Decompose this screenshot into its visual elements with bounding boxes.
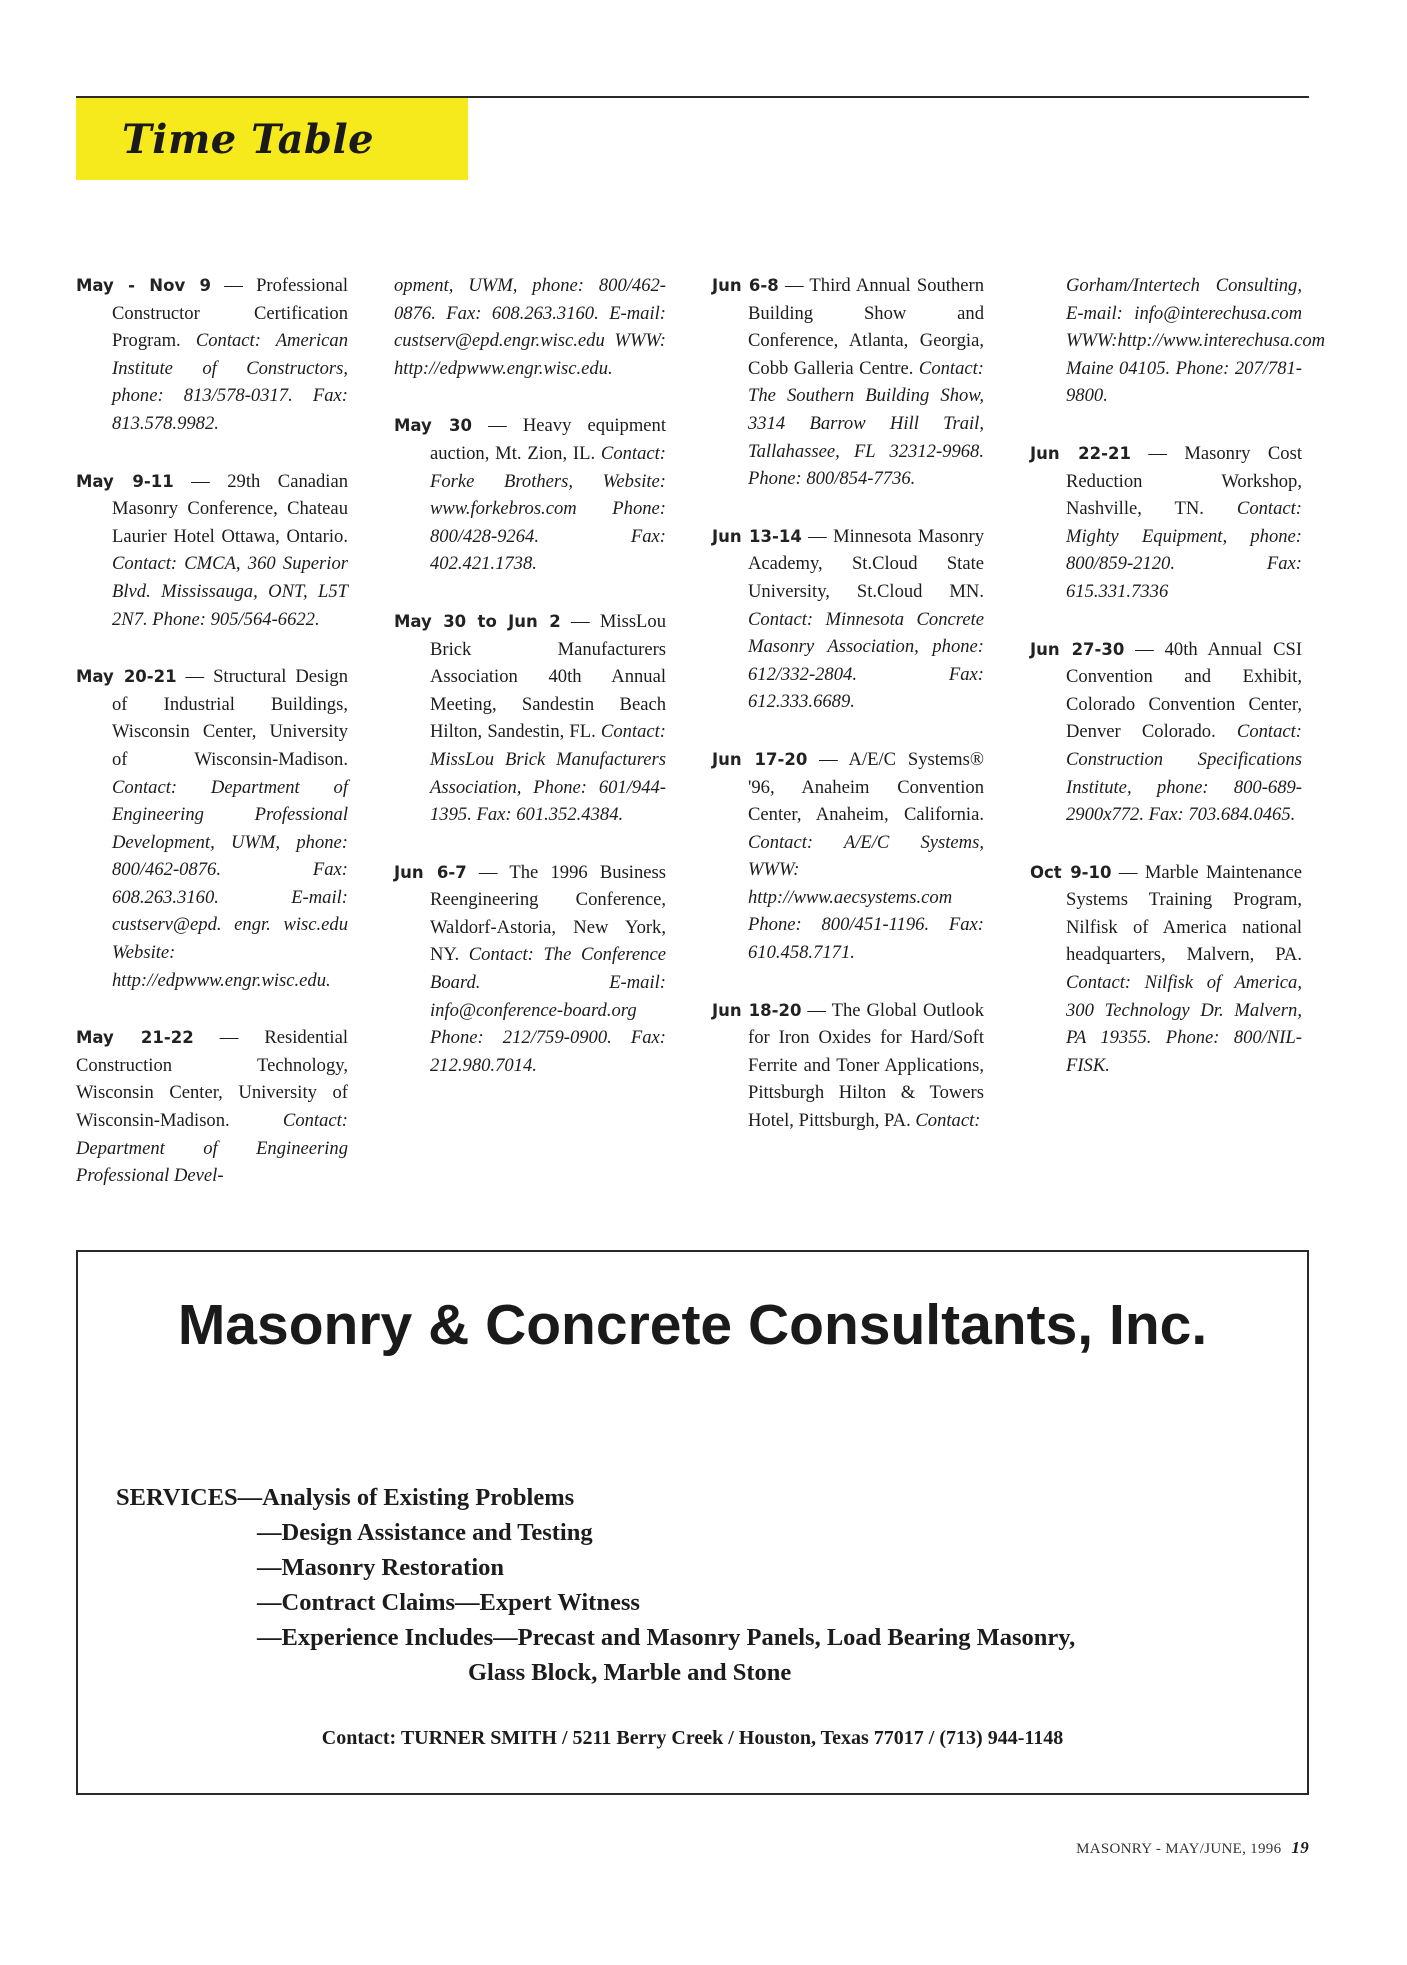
event-description: Masonry Cost Reduction Workshop, Nashville, TN. <box>1066 442 1302 520</box>
service-item-continued: Glass Block, Marble and Stone <box>468 1659 792 1686</box>
service-item: —Experience Includes—Precast and Masonry Panels, Load Bearing Masonry, <box>257 1624 1076 1651</box>
event-date: May 30 to Jun 2 <box>394 611 561 631</box>
event-date: Jun 18-20 <box>712 1000 802 1020</box>
event-description: Heavy equipment auction, Mt. Zion, IL. <box>430 415 667 464</box>
listing-column-4 <box>1030 272 1326 1109</box>
event-contact: Contact: Forke Brothers, Website: www.forkebros.com Phone: 800/428-9264. Fax: 402.421.1738. <box>430 442 666 575</box>
event-date: May - Nov 9 <box>76 276 212 295</box>
event-description: The Global Outlook for Iron Oxides for Hard/Soft Ferrite and Toner Applications, Pittsburgh Hilton & Towers Hotel, Pittsburgh, PA. <box>748 999 984 1132</box>
event-date: Jun 22-21 <box>1030 443 1131 463</box>
event-contact: Contact: Construction Specifications Institute, phone: 800-689-2900x772. Fax: 703.684.0465. <box>1066 721 1302 826</box>
event-date: May 30 <box>394 416 472 436</box>
page-number: 19 <box>1291 1838 1309 1857</box>
event-date: May 21-22 <box>76 1028 194 1048</box>
advertisement-box <box>76 1250 1309 1795</box>
services-heading: SERVICES—Analysis of Existing Problems <box>116 1484 575 1511</box>
advertiser-name: Masonry & Concrete Consultants, Inc. <box>177 1293 1208 1357</box>
event-contact: Contact: CMCA, 360 Superior Blvd. Mississauga, ONT, L5T 2N7. Phone: 905/564-6622. <box>112 553 348 630</box>
section-title: Time Table <box>122 115 375 163</box>
event-contact-continued: Gorham/Intertech Consulting, E-mail: info@interechusa.com WWW:http://www.interechusa.com Maine 04105. Phone: 207/781-9800. <box>1066 275 1326 407</box>
event-contact: Contact: Mighty Equipment, phone: 800/859-2120. Fax: 615.331.7336 <box>1066 498 1302 602</box>
event-description: Marble Maintenance Systems Training Program, Nilfisk of America national headquarters, Malvern, PA. <box>1066 861 1302 966</box>
event-contact: Contact: The Southern Building Show, 3314 Barrow Hill Trail, Tallahassee, FL 32312-9968. Phone: 800/854-7736. <box>748 357 984 490</box>
event-date: Jun 13-14 <box>712 526 802 546</box>
event-entry: May 20-21 — Structural Design of Industrial Buildings, Wisconsin Center, University of Wisconsin-Madison. Contact: Department of Engineering Professional Development, UWM, phone: 800/462-0876. Fax: 608.263.3160. E-mail: custserv@epd. engr. wisc.edu Website: http://edpwww.engr.wisc.edu. <box>76 666 348 991</box>
event-contact: Contact: Minnesota Concrete Masonry Association, phone: 612/332-2804. Fax: 612.333.6689. <box>748 608 984 713</box>
event-date: Jun 6-7 <box>394 862 467 882</box>
section-title-banner <box>76 98 468 180</box>
publication-name: MASONRY - MAY/JUNE, 1996 <box>1076 1841 1282 1857</box>
page-footer <box>1076 1838 1309 1858</box>
event-entry: May - Nov 9 — Professional Constructor Certification Program. Contact: American Institute of Constructors, phone: 813/578-0317. Fax: 813.578.9982. <box>76 275 349 434</box>
event-entry: May 9-11 — 29th Canadian Masonry Conference, Chateau Laurier Hotel Ottawa, Ontario. Contact: CMCA, 360 Superior Blvd. Mississauga, ONT, L5T 2N7. Phone: 905/564-6622. <box>76 470 349 630</box>
event-entry: May 30 — Heavy equipment auction, Mt. Zion, IL. Contact: Forke Brothers, Website: www.forkebros.com Phone: 800/428-9264. Fax: 402.421.1738. <box>394 415 667 575</box>
event-date: Jun 17-20 <box>712 749 808 769</box>
event-contact: Contact: Department of Engineering Professional Devel- <box>76 1110 348 1187</box>
event-entry: Jun 22-21 — Masonry Cost Reduction Workshop, Nashville, TN. Contact: Mighty Equipment, phone: 800/859-2120. Fax: 615.331.7336 <box>1030 442 1302 602</box>
event-description: Minnesota Masonry Academy, St.Cloud State University, St.Cloud MN. <box>748 525 985 602</box>
listing-column-3 <box>712 272 984 1165</box>
services-list <box>116 1480 1287 1690</box>
event-contact: Contact: The Conference Board. E-mail: info@conference-board.org Phone: 212/759-0900. Fax: 212.980.7014. <box>430 944 666 1076</box>
event-description: A/E/C Systems® '96, Anaheim Convention Center, Anaheim, California. <box>748 748 984 826</box>
event-contact: Contact: A/E/C Systems, WWW: http://www.aecsystems.com Phone: 800/451-1196. Fax: 610.458.7171. <box>748 831 984 964</box>
service-item: —Design Assistance and Testing <box>257 1519 593 1546</box>
event-description: Professional Constructor Certification Program. <box>112 275 349 352</box>
event-date: Jun 6-8 <box>712 276 779 295</box>
event-description: MissLou Brick Manufacturers Association 40th Annual Meeting, Sandestin Beach Hilton, Sandestin, FL. <box>430 610 667 743</box>
event-entry: Jun 6-7 — The 1996 Business Reengineering Conference, Waldorf-Astoria, New York, NY. Contact: The Conference Board. E-mail: info@conference-board.org Phone: 212/759-0900. Fax: 212.980.7014. <box>394 861 666 1076</box>
event-contact: Contact: <box>915 1110 981 1132</box>
listing-column-1 <box>76 272 348 1220</box>
service-item: —Masonry Restoration <box>257 1554 505 1581</box>
event-entry: Jun 17-20 — A/E/C Systems® '96, Anaheim Convention Center, Anaheim, California. Contact: A/E/C Systems, WWW: http://www.aecsystems.com Phone: 800/451-1196. Fax: 610.458.7171. <box>712 748 984 964</box>
event-description: 29th Canadian Masonry Conference, Chateau Laurier Hotel Ottawa, Ontario. <box>112 470 349 547</box>
service-item: —Contract Claims—Expert Witness <box>257 1589 640 1616</box>
event-description: 40th Annual CSI Convention and Exhibit, Colorado Convention Center, Denver Colorado. <box>1066 638 1303 743</box>
event-entry: May 21-22 — Residential Construction Technology, Wisconsin Center, University of Wisconsin-Madison. Contact: Department of Engineering Professional Devel- <box>76 1027 348 1187</box>
event-date: May 20-21 <box>76 667 177 687</box>
event-entry: May 30 to Jun 2 — MissLou Brick Manufacturers Association 40th Annual Meeting, Sandestin Beach Hilton, Sandestin, FL. Contact: MissLou Brick Manufacturers Association, Phone: 601/944-1395. Fax: 601.352.4384. <box>394 610 667 826</box>
event-entry: Jun 27-30 — 40th Annual CSI Convention and Exhibit, Colorado Convention Center, Denver Colorado. Contact: Construction Specifications Institute, phone: 800-689-2900x772. Fax: 703.684.0465. <box>1030 638 1303 826</box>
event-entry: Jun 18-20 — The Global Outlook for Iron Oxides for Hard/Soft Ferrite and Toner Applications, Pittsburgh Hilton & Towers Hotel, Pittsburgh, PA. Contact: <box>712 999 984 1132</box>
event-description: The 1996 Business Reengineering Conference, Waldorf-Astoria, New York, NY. <box>430 861 666 966</box>
event-date: May 9-11 <box>76 471 174 491</box>
event-description: Structural Design of Industrial Buildings, Wisconsin Center, University of Wisconsin-Madison. <box>112 666 348 770</box>
listing-column-2 <box>394 272 666 1109</box>
event-description: Third Annual Southern Building Show and Conference, Atlanta, Georgia, Cobb Galleria Centre. <box>748 275 984 379</box>
event-contact: Contact: American Institute of Constructors, phone: 813/578-0317. Fax: 813.578.9982. <box>112 330 348 434</box>
event-description: Residential Construction Technology, Wisconsin Center, University of Wisconsin-Madison. <box>76 1027 348 1132</box>
event-entry: Jun 6-8 — Third Annual Southern Building Show and Conference, Atlanta, Georgia, Cobb Galleria Centre. Contact: The Southern Building Show, 3314 Barrow Hill Trail, Tallahassee, FL 32312-9968. Phone: 800/854-7736. <box>712 275 984 490</box>
event-contact-continued: opment, UWM, phone: 800/462-0876. Fax: 608.263.3160. E-mail: custserv@epd.engr.wisc.edu WWW: http://edpwww.engr.wisc.edu. <box>394 275 666 379</box>
advertiser-contact: Contact: TURNER SMITH / 5211 Berry Creek / Houston, Texas 77017 / (713) 944-1148 <box>321 1727 1064 1749</box>
event-contact: Contact: Nilfisk of America, 300 Technology Dr. Malvern, PA 19355. Phone: 800/NIL-FISK. <box>1066 972 1302 1076</box>
event-date: Oct 9-10 <box>1030 862 1112 882</box>
event-contact: Contact: MissLou Brick Manufacturers Association, Phone: 601/944-1395. Fax: 601.352.4384. <box>430 721 666 826</box>
event-entry: Oct 9-10 — Marble Maintenance Systems Training Program, Nilfisk of America national headquarters, Malvern, PA. Contact: Nilfisk of America, 300 Technology Dr. Malvern, PA 19355. Phone: 800/NIL-FISK. <box>1030 861 1302 1076</box>
event-entry: Jun 13-14 — Minnesota Masonry Academy, St.Cloud State University, St.Cloud MN. Contact: Minnesota Concrete Masonry Association, phone: 612/332-2804. Fax: 612.333.6689. <box>712 525 985 713</box>
event-contact: Contact: Department of Engineering Professional Development, UWM, phone: 800/462-0876. Fax: 608.263.3160. E-mail: custserv@epd. engr. wisc.edu Website: http://edpwww.engr.wisc.edu. <box>112 776 348 991</box>
event-date: Jun 27-30 <box>1030 639 1125 659</box>
